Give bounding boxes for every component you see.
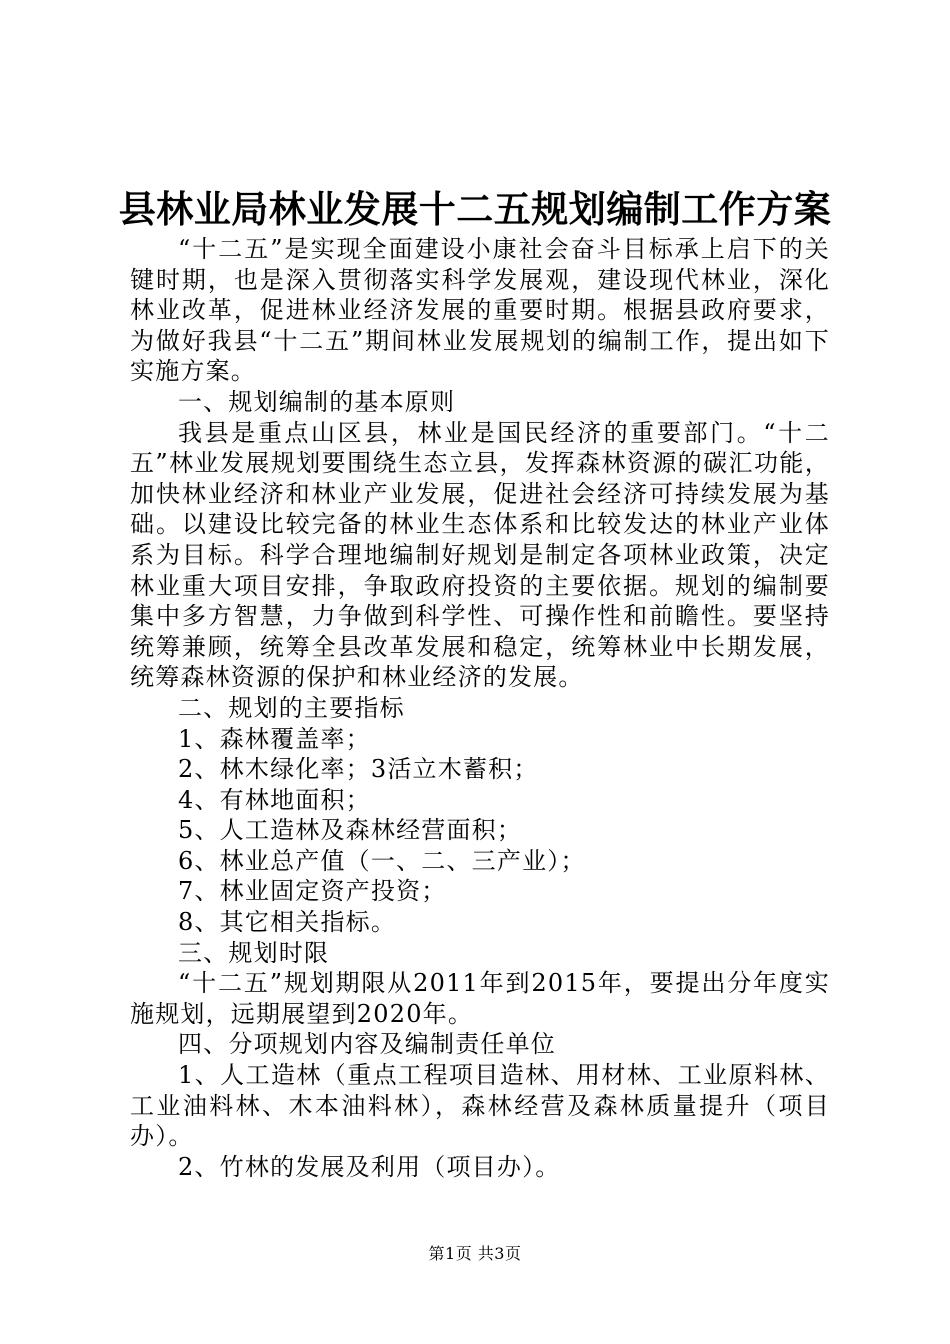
section-heading-principles: 一、规划编制的基本原则 — [178, 387, 456, 416]
principles-paragraph: 我县是重点山区县，林业是国民经济的重要部门。“十二五”林业发展规划要围绕生态立县，发挥森林资源的碳汇功能，加快林业经济和林业产业发展，促进社会经济可持续发展为基础。以建设比较完备的林业生态体系和比较发达的林业产业体系为目标。科学合理地编制好规划是制定各项林业政策，决定林业重大项目安排，争取政府投资的主要依据。规划的编制要集中多方智慧，力争做到科学性、可操作性和前瞻性。要坚持统筹兼顾，统筹全县改革发展和稳定，统筹林业中长期发展，统筹森林资源的保护和林业经济的发展。 — [130, 418, 830, 692]
subplan-item: 2、竹林的发展及利用（项目办）。 — [178, 1152, 561, 1181]
indicator-item: 2、林木绿化率；3活立木蓄积； — [178, 755, 539, 784]
indicator-item: 5、人工造林及森林经营面积； — [178, 816, 523, 845]
document-title: 县林业局林业发展十二五规划编制工作方案 — [118, 187, 832, 231]
page-footer: 第1页 共3页 — [428, 1244, 522, 1263]
subplan-item: 1、人工造林（重点工程项目造林、用材林、工业原料林、工业油料林、木本油料林），森林经营及森林质量提升（项目办）。 — [130, 1061, 830, 1151]
document-body — [130, 234, 830, 1182]
indicator-item: 7、林业固定资产投资； — [178, 877, 447, 906]
section-heading-indicators: 二、规划的主要指标 — [178, 693, 405, 722]
indicator-item: 6、林业总产值（一、二、三产业）； — [178, 846, 586, 875]
section-heading-subplans: 四、分项规划内容及编制责任单位 — [178, 1030, 556, 1059]
section-heading-timeframe: 三、规划时限 — [178, 938, 330, 967]
indicator-item: 8、其它相关指标。 — [178, 908, 397, 937]
timeframe-paragraph: “十二五”规划期限从2011年到2015年，要提出分年度实施规划，远期展望到2020年。 — [130, 969, 830, 1028]
indicator-item: 4、有林地面积； — [178, 785, 371, 814]
intro-paragraph: “十二五”是实现全面建设小康社会奋斗目标承上启下的关键时期，也是深入贯彻落实科学发展观，建设现代林业，深化林业改革，促进林业经济发展的重要时期。根据县政府要求，为做好我县“十二五”期间林业发展规划的编制工作，提出如下实施方案。 — [130, 235, 830, 386]
indicator-item: 1、森林覆盖率； — [178, 724, 371, 753]
